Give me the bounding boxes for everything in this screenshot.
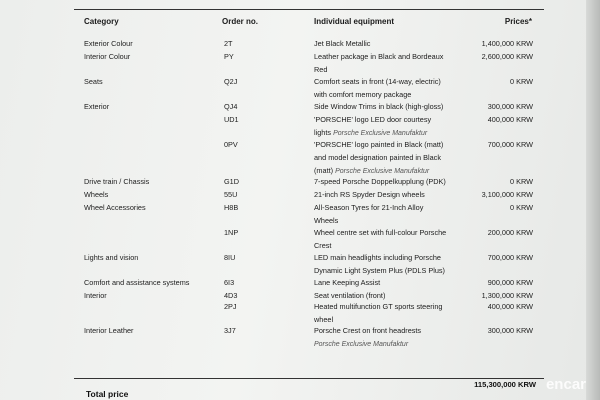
row-price: 1,300,000 KRW (481, 291, 533, 300)
row-category: Wheels (84, 190, 109, 199)
row-equipment (314, 189, 474, 202)
equipment-line: LED main headlights including Porsche (314, 253, 441, 262)
equipment-line: Side Window Trims in black (high-gloss) (314, 102, 444, 111)
row-price: 400,000 KRW (487, 302, 533, 311)
equipment-line: Wheel centre set with full-colour Porsche (314, 228, 447, 237)
row-category: Exterior (84, 102, 110, 111)
row-category: Drive train / Chassis (84, 177, 150, 186)
row-equipment (314, 51, 474, 77)
row-order-no: 4D3 (224, 291, 238, 300)
row-price: 900,000 KRW (487, 278, 533, 287)
equipment-line: Jet Black Metallic (314, 39, 371, 48)
row-category: Lights and vision (84, 253, 139, 262)
equipment-line-tail: (matt) (314, 165, 336, 175)
row-category: Interior Colour (84, 52, 131, 61)
row-equipment (314, 76, 474, 102)
row-order-no: PY (224, 52, 234, 61)
row-category: Interior Leather (84, 326, 134, 335)
equipment-line-tail: lights (314, 127, 334, 137)
row-price: 300,000 KRW (487, 102, 533, 111)
row-equipment (314, 301, 474, 327)
exclusive-manufaktur-note: Porsche Exclusive Manufaktur (333, 129, 428, 137)
equipment-line: wheel (314, 314, 334, 324)
header-category: Category (84, 17, 119, 26)
row-price: 700,000 KRW (487, 140, 533, 149)
row-price: 1,400,000 KRW (481, 39, 533, 48)
equipment-line: Dynamic Light System Plus (PDLS Plus) (314, 265, 445, 275)
row-price: 0 KRW (510, 177, 533, 186)
exclusive-manufaktur-note: Porsche Exclusive Manufaktur (335, 167, 430, 175)
row-equipment (314, 277, 474, 290)
equipment-line: Porsche Crest on front headrests (314, 326, 422, 335)
equipment-line: Heated multifunction GT sports steering (314, 302, 443, 311)
row-category: Exterior Colour (84, 39, 133, 48)
row-equipment (314, 139, 474, 178)
equipment-line: 21-inch RS Spyder Design wheels (314, 190, 425, 199)
equipment-line: Comfort seats in front (14-way, electric) (314, 77, 441, 86)
row-order-no: Q2J (224, 77, 238, 86)
equipment-line: Crest (314, 240, 332, 250)
row-order-no: QJ4 (224, 102, 238, 111)
row-order-no: UD1 (224, 115, 239, 124)
row-price: 3,100,000 KRW (481, 190, 533, 199)
row-equipment (314, 38, 474, 51)
row-order-no: G1D (224, 177, 240, 186)
page-edge (586, 0, 600, 400)
equipment-line: All-Season Tyres for 21-Inch Alloy (314, 203, 424, 212)
row-order-no: 0PV (224, 140, 238, 149)
row-price: 300,000 KRW (487, 326, 533, 335)
watermark-logo: encar (545, 376, 586, 393)
row-equipment (314, 176, 474, 189)
row-price: 0 KRW (510, 203, 533, 212)
equipment-line: 7-speed Porsche Doppelkupplung (PDK) (314, 177, 446, 186)
equipment-line: 'PORSCHE' logo LED door courtesy (314, 115, 432, 124)
row-order-no: 8IU (224, 253, 236, 262)
equipment-line: Red (314, 64, 328, 74)
top-rule (74, 9, 544, 10)
row-equipment (314, 325, 474, 352)
equipment-line: Lane Keeping Assist (314, 278, 381, 287)
row-equipment (314, 101, 474, 114)
equipment-line: 'PORSCHE' logo painted in Black (matt) (314, 140, 444, 149)
total-label: Total price (86, 389, 129, 399)
row-order-no: 55U (224, 190, 238, 199)
exclusive-line (314, 338, 474, 352)
row-category: Wheel Accessories (84, 203, 146, 212)
row-price: 700,000 KRW (487, 253, 533, 262)
row-order-no: 1NP (224, 228, 239, 237)
row-price: 2,600,000 KRW (481, 52, 533, 61)
row-category: Seats (84, 77, 103, 86)
equipment-line: with comfort memory package (314, 89, 412, 99)
total-rule (74, 378, 544, 379)
equipment-line: Wheels (314, 215, 339, 225)
row-equipment (314, 252, 474, 278)
row-equipment (314, 114, 474, 141)
row-price: 0 KRW (510, 77, 533, 86)
header-order-no: Order no. (222, 17, 259, 26)
row-price: 200,000 KRW (487, 228, 533, 237)
row-order-no: 6I3 (224, 278, 235, 287)
row-order-no: 3J7 (224, 326, 236, 335)
row-order-no: H8B (224, 203, 239, 212)
exclusive-manufaktur-note: Porsche Exclusive Manufaktur (314, 340, 409, 348)
equipment-line: and model designation painted in Black (314, 152, 441, 162)
row-category: Interior (84, 291, 107, 300)
header-equipment: Individual equipment (314, 17, 395, 26)
row-equipment (314, 202, 474, 228)
row-category: Comfort and assistance systems (84, 278, 190, 287)
row-price: 400,000 KRW (487, 115, 533, 124)
row-equipment (314, 227, 474, 253)
row-order-no: 2T (224, 39, 233, 48)
equipment-line: Leather package in Black and Bordeaux (314, 52, 444, 61)
total-price: 115,300,000 KRW (474, 380, 536, 389)
equipment-line: Seat ventilation (front) (314, 291, 386, 300)
row-order-no: 2PJ (224, 302, 237, 311)
header-prices: Prices* (504, 17, 532, 26)
